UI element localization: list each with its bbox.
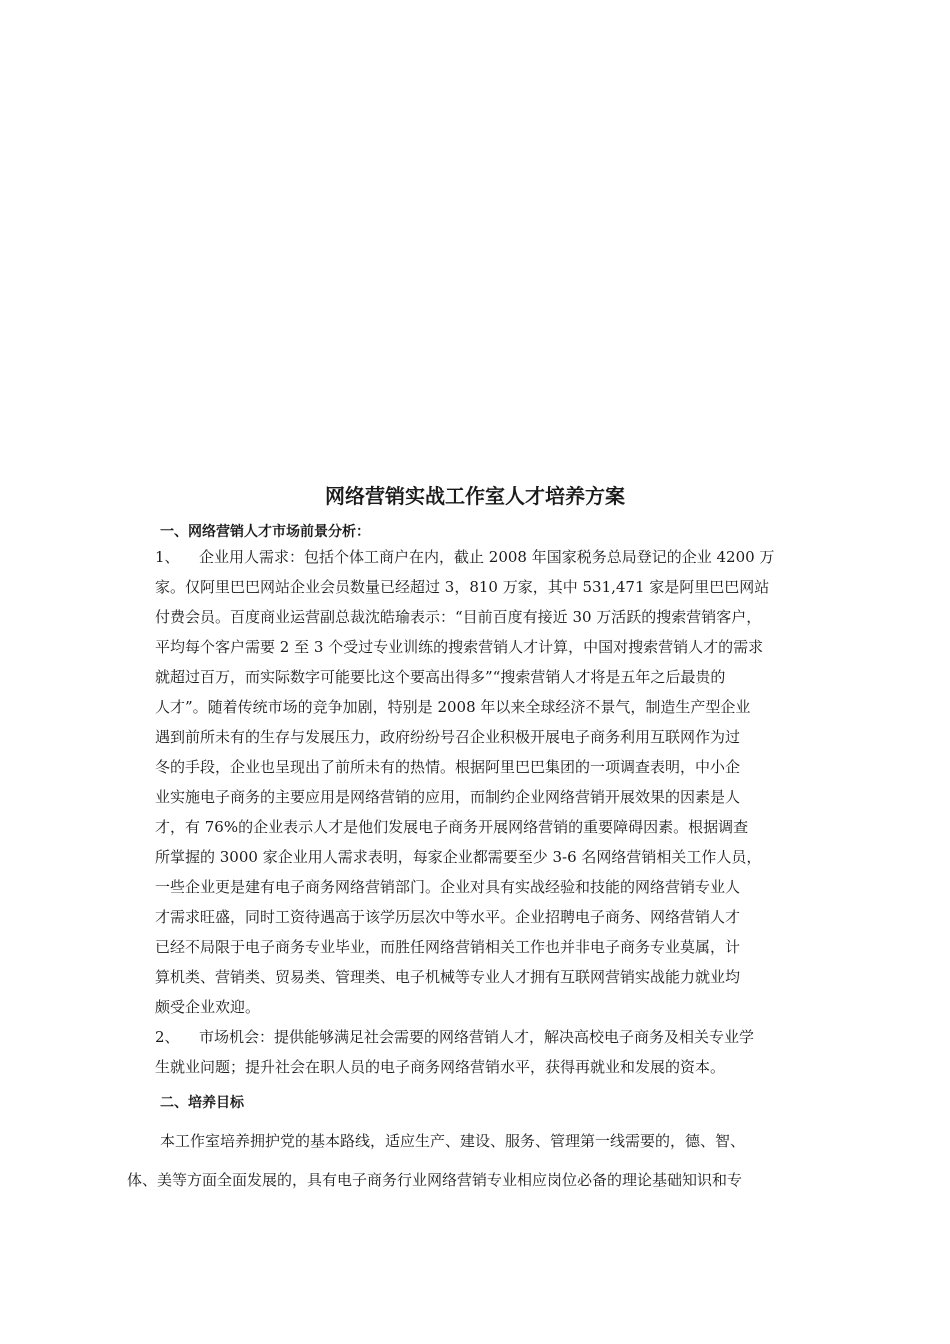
paragraph-line: 算机类、营销类、贸易类、管理类、电子机械等专业人才拥有互联网营销实战能力就业均	[155, 968, 741, 986]
paragraph-line: 生就业问题；提升社会在职人员的电子商务网络营销水平，获得再就业和发展的资本。	[155, 1058, 726, 1076]
paragraph-line: 颇受企业欢迎。	[155, 998, 261, 1016]
item-number-2: 2、	[155, 1028, 180, 1046]
section-heading-market-analysis: 一、网络营销人才市场前景分析：	[160, 524, 370, 540]
paragraph-line: 本工作室培养拥护党的基本路线，适应生产、建设、服务、管理第一线需要的，德、智、	[160, 1132, 746, 1150]
paragraph-line: 冬的手段，企业也呈现出了前所未有的热情。根据阿里巴巴集团的一项调查表明，中小企	[155, 758, 741, 776]
paragraph-line: 已经不局限于电子商务专业毕业，而胜任网络营销相关工作也并非电子商务专业莫属，计	[155, 938, 741, 956]
paragraph-line: 平均每个客户需要 2 至 3 个受过专业训练的搜索营销人才计算，中国对搜索营销人才的需求	[155, 638, 764, 656]
paragraph-line: 一些企业更是建有电子商务网络营销部门。企业对具有实战经验和技能的网络营销专业人	[155, 878, 741, 896]
paragraph-line: 所掌握的 3000 家企业用人需求表明，每家企业都需要至少 3-6 名网络营销相关工作人员，	[155, 848, 762, 866]
paragraph-line: 就超过百万，而实际数字可能要比这个要高出得多”“搜索营销人才将是五年之后最贵的	[155, 668, 726, 686]
paragraph-line: 付费会员。百度商业运营副总裁沈皓瑜表示：“目前百度有接近 30 万活跃的搜索营销客户，	[155, 608, 762, 626]
paragraph-line: 企业用人需求：包括个体工商户在内，截止 2008 年国家税务总局登记的企业 4200 万	[199, 548, 775, 566]
paragraph-line: 体、美等方面全面发展的，具有电子商务行业网络营销专业相应岗位必备的理论基础知识和专	[127, 1171, 743, 1189]
paragraph-line: 才，有 76%的企业表示人才是他们发展电子商务开展网络营销的重要障碍因素。根据调查	[155, 818, 749, 836]
document-title: 网络营销实战工作室人才培养方案	[325, 484, 625, 508]
paragraph-line: 遇到前所未有的生存与发展压力，政府纷纷号召企业积极开展电子商务利用互联网作为过	[155, 728, 741, 746]
item-number-1: 1、	[155, 548, 180, 566]
paragraph-line: 才需求旺盛，同时工资待遇高于该学历层次中等水平。企业招聘电子商务、网络营销人才	[155, 908, 741, 926]
paragraph-line: 人才”。随着传统市场的竞争加剧，特别是 2008 年以来全球经济不景气，制造生产型企业	[155, 698, 751, 716]
paragraph-line: 市场机会：提供能够满足社会需要的网络营销人才，解决高校电子商务及相关专业学	[199, 1028, 755, 1046]
paragraph-line: 业实施电子商务的主要应用是网络营销的应用，而制约企业网络营销开展效果的因素是人	[155, 788, 741, 806]
paragraph-line: 家。仅阿里巴巴网站企业会员数量已经超过 3，810 万家，其中 531,471 家是阿里巴巴网站	[155, 578, 770, 596]
section-heading-training-goals: 二、培养目标	[160, 1095, 244, 1111]
